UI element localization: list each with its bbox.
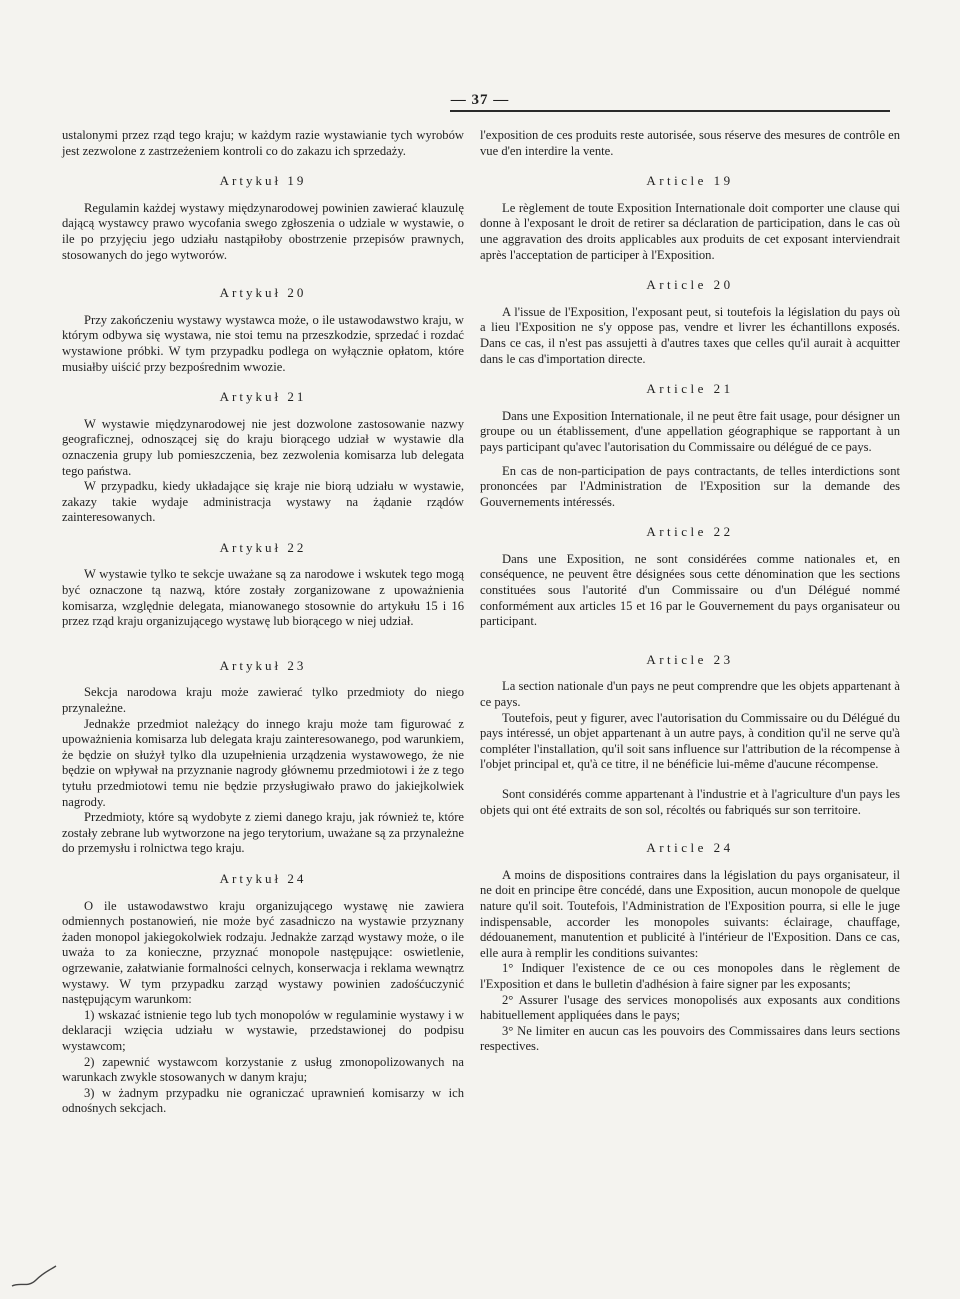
article-23-paragraph: Jednakże przedmiot należący do innego kraju może tam figurować z upoważnienia komisarza lub delegata kraju zainteresowanego, pod warunkiem, że będzie on służył tylko dla uzupełnienia urządzenia wystawowego, że nie będzie on wpływał na przyznanie nagrody głównemu przedmiotowi i że z tego tytułu przedmiotowi temu nie będzie przysługiwało prawo do jakiejkolwiek nagrody. bbox=[62, 716, 464, 809]
article-23-heading: Artykuł 23 bbox=[219, 657, 307, 673]
article-24-item: 3° Ne limiter en aucun cas les pouvoirs des Commissaires dans leurs sections respectives. bbox=[480, 1023, 900, 1054]
article-24-paragraph: O ile ustawodawstwo kraju organizującego wystawę nie zawiera odmiennych postanowień, nie może być zasadniczo na wystawie przyznany żaden monopol jakiegokolwiek rodzaju. Jednakże zarząd wystawy może, o ile uważa to za konieczne, przyznać monopole następujące: oswietlenie, ogrzewanie, załatwianie formalności celnych, konserwacja i reklama wewnątrz wystawy. W tym przypadku zarząd wystawy powinien zadośćuczynić następującym warunkom: bbox=[62, 898, 464, 1007]
article-21-paragraph: En cas de non-participation de pays contractants, de telles interdictions sont prononcées par l'Administration de l'Exposition sur la demande des Gouvernements intéressés. bbox=[480, 463, 900, 509]
article-24-heading: Article 24 bbox=[646, 840, 734, 856]
article-19-paragraph: Le règlement de toute Exposition Internationale doit comporter une clause qui donne à l'exposant le droit de retirer sa déclaration de participation, dans le cas où une aggravation des droits applicables aux produits de cet exposant interviendrait après l'acceptation de participer à l'Exposition. bbox=[480, 200, 900, 262]
article-23-paragraph: Sekcja narodowa kraju może zawierać tylko przedmioty do niego przynależne. bbox=[62, 685, 464, 716]
article-23-paragraph: La section nationale d'un pays ne peut comprendre que les objets appartenant à ce pays. bbox=[480, 679, 900, 710]
article-24-item: 2° Assurer l'usage des services monopolisés aux exposants aux conditions habituellement appliquées dans le pays; bbox=[480, 992, 900, 1023]
article-20-heading: Artykuł 20 bbox=[219, 285, 307, 301]
article-24-item: 1) wskazać istnienie tego lub tych monopolów w regulaminie wystawy i w deklaracji wzięcia udziału w wystawie, przedstawionej do podpisu wystawcom; bbox=[62, 1007, 464, 1053]
article-23-heading: Article 23 bbox=[646, 651, 734, 667]
article-19-heading: Artykuł 19 bbox=[219, 173, 307, 189]
article-23-paragraph: Przedmioty, które są wydobyte z ziemi danego kraju, jak również te, które zostały zebrane lub wytworzone na jego terytorium, uważane są za przynależne do przemysłu i rolnictwa tego kraju. bbox=[62, 810, 464, 856]
article-19-heading: Article 19 bbox=[646, 173, 734, 189]
intro-paragraph: l'exposition de ces produits reste autorisée, sous réserve des mesures de contrôle en vue d'en interdire la vente. bbox=[480, 128, 900, 158]
article-21-paragraph: W przypadku, kiedy układające się kraje nie biorą udziału w wystawie, zakazy takie wydaje administracja wystawy na żądanie rządów zainteresowanych. bbox=[62, 479, 464, 525]
article-21-paragraph: W wystawie międzynarodowej nie jest dozwolone zastosowanie nazwy geograficznej, odnoszącej się do kraju biorącego udział w wystawie dla oznaczenia grupy lub pomieszczenia, bez zezwolenia komisarza lub delegata tego państwa. bbox=[62, 416, 464, 478]
article-22-heading: Article 22 bbox=[646, 524, 734, 540]
article-21-heading: Artykuł 21 bbox=[219, 389, 307, 405]
article-21-paragraph: Dans une Exposition Internationale, il ne peut être fait usage, pour désigner un groupe ou un établissement, d'une appellation géographique se rapportant à un pays participant qu'avec l'autorisation du Commissaire ou délégué de ce pays. bbox=[480, 408, 900, 454]
article-24-item: 2) zapewnić wystawcom korzystanie z usług zmonopolizowanych na warunkach zwykle stosowanych w danym kraju; bbox=[62, 1054, 464, 1085]
article-24-heading: Artykuł 24 bbox=[219, 870, 307, 886]
article-20-heading: Article 20 bbox=[646, 277, 734, 293]
intro-paragraph: ustalonymi przez rząd tego kraju; w każdym razie wystawianie tych wyrobów jest zezwolone z zastrzeżeniem kontroli co do zakazu ich sprzedaży. bbox=[62, 128, 464, 158]
article-24-item: 3) w żadnym przypadku nie ograniczać uprawnień komisarzy w ich odnośnych sekcjach. bbox=[62, 1085, 464, 1116]
article-24-item: 1° Indiquer l'existence de ce ou ces monopoles dans le règlement de l'Exposition et dans le bulletin d'adhésion à faire signer par les exposants; bbox=[480, 961, 900, 991]
article-23-paragraph: Sont considérés comme appartenant à l'industrie et à l'agriculture d'un pays les objets qui ont été extraits de son sol, récoltés ou fabriqués sur son territoire. bbox=[480, 787, 900, 817]
article-22-paragraph: W wystawie tylko te sekcje uważane są za narodowe i wskutek tego mogą być oznaczone tą nazwą, które zostały zorganizowane z upoważnienia komisarza, względnie delegata, mianowanego stosownie do artykułu 15 i 16 przez rząd kraju organizującego wystawę lub biorącego w niej udział. bbox=[62, 567, 464, 629]
article-20-paragraph: A l'issue de l'Exposition, l'exposant peut, si toutefois la législation du pays où a lieu l'Exposition ne s'y oppose pas, vendre et livrer les échantillons exposés. Dans ce cas, il n'est pas assujetti à d'autres taxes que celles qu'il aurait à acquitter dans le cas d'importation directe. bbox=[480, 304, 900, 366]
french-column bbox=[480, 128, 900, 1055]
article-21-heading: Article 21 bbox=[646, 381, 734, 397]
article-24-paragraph: A moins de dispositions contraires dans la législation du pays organisateur, il ne doit en principe être concédé, dans une Exposition, aucun monopole de quelque nature qu'il soit. Toutefois, l'Administration de l'Exposition pourra, si elle le juge indispensable, accorder les monopoles suivants: éclairage, chauffage, dédouanement, manutention et publicité à l'intérieur de l'Exposition. Dans ce cas, elle aura à remplir les conditions suivantes: bbox=[480, 867, 900, 960]
corner-scribble-mark bbox=[10, 1262, 60, 1292]
article-23-paragraph: Toutefois, peut y figurer, avec l'autorisation du Commissaire ou du Délégué du pays intéressé, un objet appartenant à un autre pays, à condition qu'il ne serve qu'à compléter l'installation, qu'il soit sans influence sur l'attribution de la récompense à l'objet principal et, qu'à ce titre, il ne bénéficie lui-même d'aucune récompense. bbox=[480, 710, 900, 772]
article-22-heading: Artykuł 22 bbox=[219, 539, 307, 555]
article-19-paragraph: Regulamin każdej wystawy międzynarodowej powinien zawierać klauzulę dającą wystawcy prawo wycofania swego zgłoszenia o udziale w wystawie, o ile po przyjęciu jego udziału nastąpiłoby obostrzenie przepisów prawnych, stosowanych do jego wytworów. bbox=[62, 200, 464, 262]
polish-column bbox=[62, 128, 464, 1117]
header-rule bbox=[450, 110, 890, 112]
article-20-paragraph: Przy zakończeniu wystawy wystawca może, o ile ustawodawstwo kraju, w którym odbywa się wystawa, nie stoi temu na przeszkodzie, sprzedać i rozdać wystawione próbki. W tym przypadku podlega on wyłącznie opłatom, które musiałby uiścić przy bezpośrednim wwozie. bbox=[62, 312, 464, 374]
article-22-paragraph: Dans une Exposition, ne sont considérées comme nationales et, en conséquence, ne peuvent être désignées sous cette dénomination que les sections constituées sous l'autorité d'un Commissaire ou d'un Délégué nommé conformément aux articles 15 et 16 par le Gouvernement du pays organisateur ou participant. bbox=[480, 551, 900, 629]
page-number: — 37 — bbox=[450, 92, 510, 108]
